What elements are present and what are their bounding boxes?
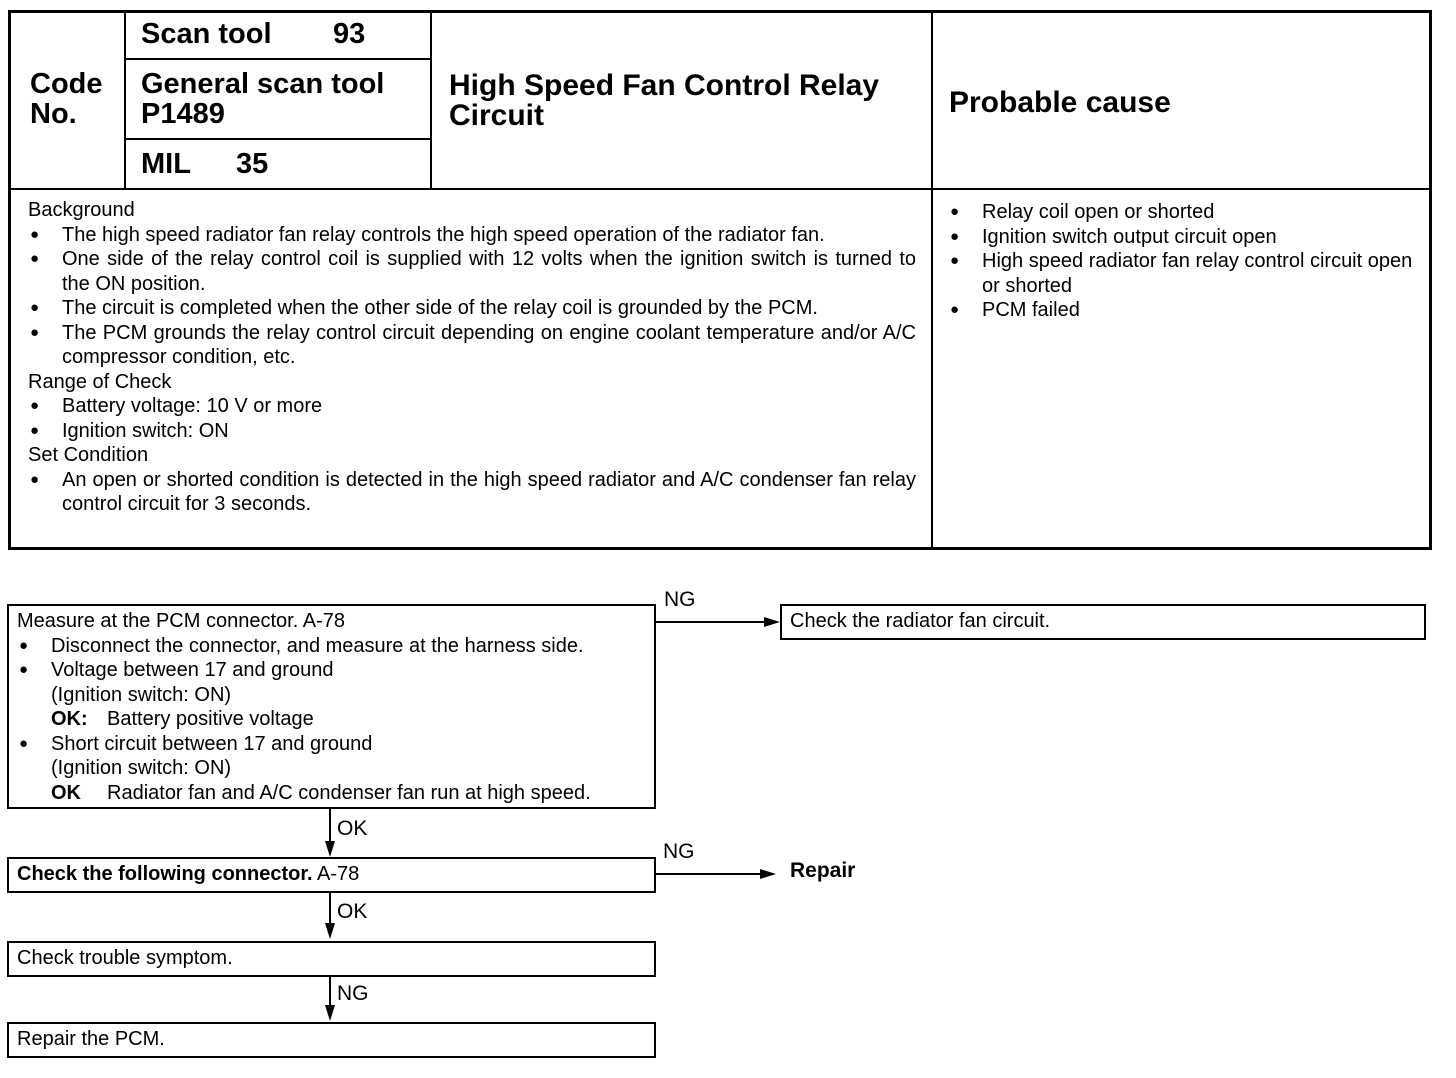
step1-box — [7, 604, 656, 809]
list-item: ● The PCM grounds the relay control circuit depending on engine coolant temperature and/or A/C compressor condition, etc. — [28, 321, 916, 370]
mil-row — [141, 149, 421, 179]
list-item: ● Relay coil open or shorted — [948, 200, 1418, 225]
divider — [931, 13, 933, 547]
divider — [430, 13, 432, 188]
divider — [124, 58, 432, 60]
set-condition-list — [28, 468, 916, 517]
probable-cause-list — [948, 200, 1418, 323]
step1-item3-ok: OK Radiator fan and A/C condenser fan run at high speed. — [51, 781, 591, 804]
description-section — [28, 198, 916, 517]
scan-tool-row — [141, 19, 421, 49]
list-item: ● PCM failed — [948, 298, 1418, 323]
range-list — [28, 394, 916, 443]
general-scan-tool-cell — [141, 69, 384, 129]
list-item: ● The circuit is completed when the other side of the relay coil is grounded by the PCM. — [28, 296, 916, 321]
list-item: ● Disconnect the connector, and measure at the harness side. — [17, 634, 646, 659]
step3-box — [7, 941, 656, 977]
list-item: ● One side of the relay control coil is supplied with 12 volts when the ignition switch is turned to the ON position. — [28, 247, 916, 296]
mil-label: MIL — [141, 148, 191, 180]
step3-title: Check trouble symptom. — [17, 947, 233, 969]
list-item: ● High speed radiator fan relay control circuit open or shorted — [948, 249, 1418, 298]
probable-cause-section — [948, 200, 1418, 323]
list-item: ● Ignition switch: ON — [28, 419, 916, 444]
dtc-header-table — [8, 10, 1432, 550]
probable-cause-heading: Probable cause — [949, 86, 1171, 119]
scan-tool-label: Scan tool — [141, 18, 272, 50]
step1-item2-condition: (Ignition switch: ON) — [51, 683, 232, 706]
code-no-label: Code No. — [30, 68, 103, 130]
ng-arrow-icon — [656, 612, 782, 632]
ng-arrow-icon — [656, 864, 780, 884]
general-scan-tool-code: P1489 — [141, 98, 225, 130]
step3-ng-label: NG — [337, 982, 369, 1005]
step1-list-2 — [17, 732, 646, 757]
list-item: ● Short circuit between 17 and ground — [17, 732, 646, 757]
divider — [124, 13, 126, 188]
range-heading: Range of Check — [28, 370, 172, 393]
divider — [11, 188, 1429, 190]
step1-item3-condition: (Ignition switch: ON) — [51, 757, 232, 779]
general-scan-tool-label: General scan tool — [141, 68, 385, 100]
step2-box — [7, 857, 656, 893]
step1-list — [17, 634, 646, 683]
step2-ng-label: NG — [663, 840, 695, 863]
step4-box — [7, 1022, 656, 1058]
background-heading: Background — [28, 199, 135, 221]
list-item: ● Battery voltage: 10 V or more — [28, 394, 916, 419]
step4-title: Repair the PCM. — [17, 1028, 165, 1050]
mil-code: 35 — [236, 148, 269, 180]
list-item: ● The high speed radiator fan relay controls the high speed operation of the radiator fan. — [28, 223, 916, 248]
step2-ok-label: OK — [337, 900, 368, 923]
set-condition-heading: Set Condition — [28, 444, 149, 466]
step1-ng-result-box — [780, 604, 1426, 640]
dtc-title: High Speed Fan Control Relay Circuit — [449, 69, 880, 132]
step2-ng-result: Repair — [790, 859, 856, 882]
list-item: ● Voltage between 17 and ground — [17, 658, 646, 683]
step1-ok-label: OK — [337, 817, 368, 840]
background-list — [28, 223, 916, 370]
scan-tool-code: 93 — [333, 18, 366, 50]
step1-ng-label: NG — [664, 588, 696, 611]
step2-title: Check the following connector. A-78 — [17, 863, 360, 885]
step1-item2-ok: OK: Battery positive voltage — [51, 708, 314, 730]
list-item: ● An open or shorted condition is detected in the high speed radiator and A/C condenser fan relay control circuit for 3 seconds. — [28, 468, 916, 517]
step1-ng-result: Check the radiator fan circuit. — [790, 610, 1051, 632]
step1-title: Measure at the PCM connector. A-78 — [17, 610, 345, 632]
list-item: ● Ignition switch output circuit open — [948, 225, 1418, 250]
divider — [124, 138, 432, 140]
